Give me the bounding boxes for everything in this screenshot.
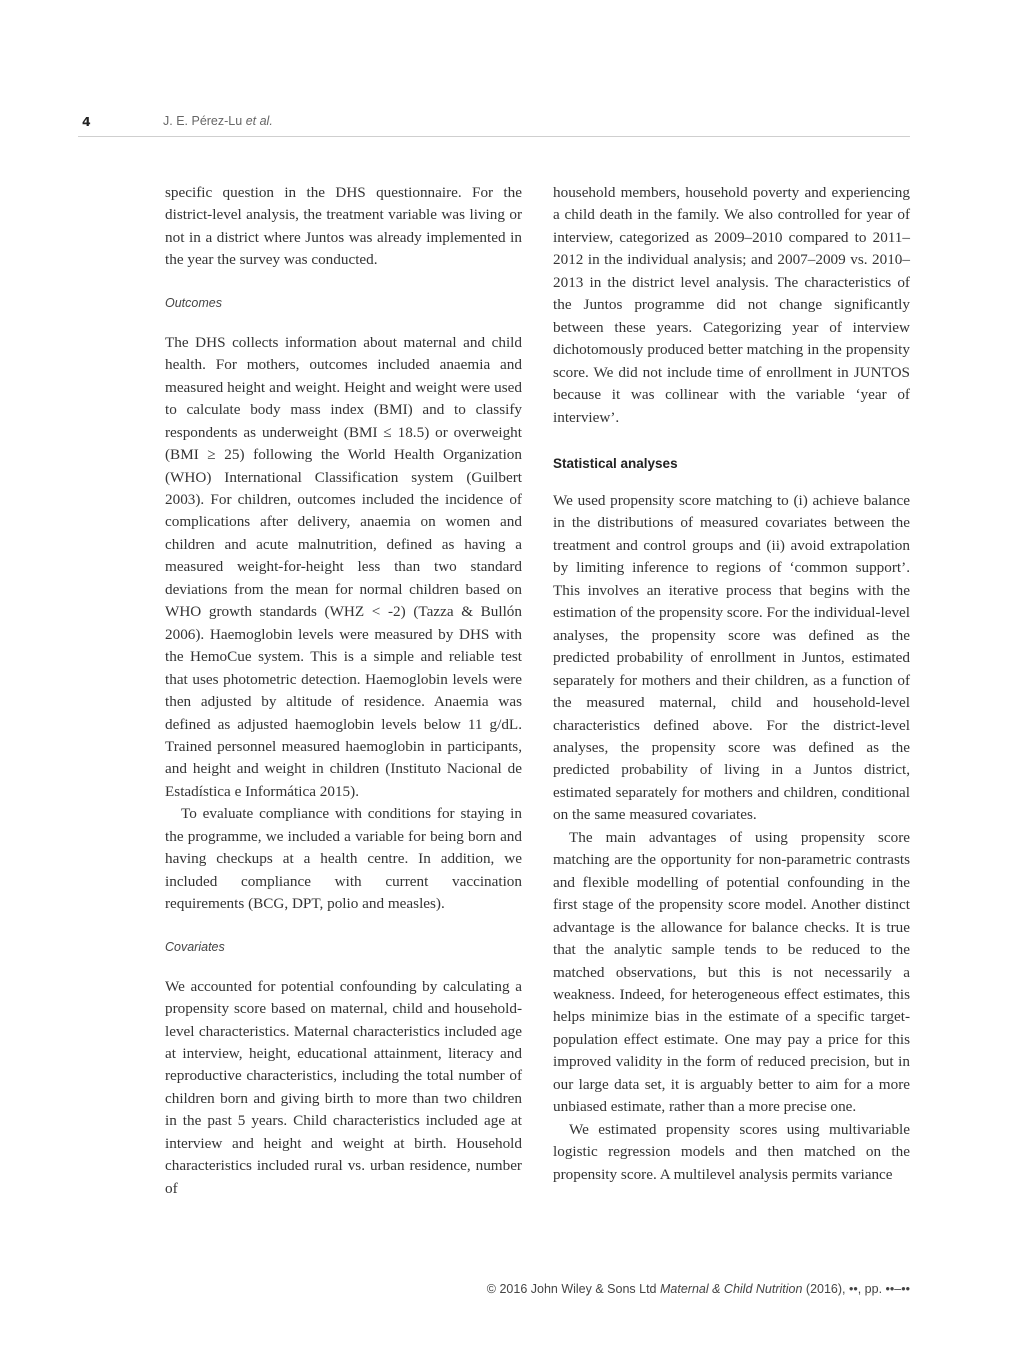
right-column [553,182,910,1186]
running-head [163,114,273,128]
running-head-authors: J. E. Pérez-Lu [163,114,243,128]
paragraph: We used propensity score matching to (i) achieve balance in the distributions of measured covariates between the treatment and control groups and (ii) avoid extrapolation by limiting inference to regions of ‘common support’. This involves an iterative process that begins with the estimation of the propensity score. For the individual-level analyses, the propensity score was defined as the predicted probability of enrollment in Juntos, estimated separately for mothers and their children, as a function of the measured maternal, child and household-level characteristics defined above. For the district-level analyses, the propensity score was defined as the predicted probability of living in a Juntos district, estimated separately for mothers and children, conditional on the same measured covariates. [553,491,910,824]
paragraph: household members, household poverty and experiencing a child death in the family. We also controlled for year of interview, categorized as 2009–2010 compared to 2011–2012 in the individual analysis; and 2007–2009 vs. 2010–2013 in the district level analysis. The characteristics of the Juntos programme did not change significantly between these years. Categorizing year of interview dichotomously produced better matching in the propensity score. We did not include time of enrollment in JUNTOS because it was collinear with the variable ‘year of interview’. [553,184,910,426]
paragraph: To evaluate compliance with conditions for staying in the programme, we included a variable for being born and having checkups at a health centre. In addition, we included compliance with current vaccination requirements (BCG, DPT, polio and measles). [165,805,522,913]
paragraph: We accounted for potential confounding by calculating a propensity score based on maternal, child and household-level characteristics. Maternal characteristics included age at interview, height, educational attainment, literacy and reproductive characteristics, including the total number of children born and giving birth to more than two children in the past 5 years. Child characteristics included age at interview and height and weight at birth. Household characteristics included rural vs. urban residence, number of [165,977,522,1197]
left-column [165,182,522,1200]
page-header [78,112,910,137]
footer-copyright: © 2016 John Wiley & Sons Ltd [486,1282,657,1296]
footer-citation: (2016), ••, pp. ••–•• [805,1282,910,1296]
paragraph: The DHS collects information about maternal and child health. For mothers, outcomes included anaemia and measured height and weight. Height and weight were used to calculate body mass index (BMI) and to classify respondents as underweight (BMI ≤ 18.5) or overweight (BMI ≥ 25) following the World Health Organization (WHO) International Classification system (Guilbert 2003). For children, outcomes included the incidence of complications after delivery, anaemia on women and children and acute malnutrition, defined as having a measured weight-for-height less than two standard deviations from the mean for normal children based on WHO growth standards (WHZ < -2) (Tazza & Bullón 2006). Haemoglobin levels were measured by DHS with the HemoCue system. This is a simple and reliable test that uses photometric detection. Haemoglobin levels were then adjusted by altitude of residence. Anaemia was defined as adjusted haemoglobin levels below 11 g/dL. Trained personnel measured haemoglobin in participants, and height and weight in children (Instituto Nacional de Estadística e Informática 2015). [165,333,522,800]
footer-journal: Maternal & Child Nutrition [660,1282,803,1296]
page-footer [487,1282,910,1296]
running-head-et-al: et al. [245,114,273,128]
paragraph: We estimated propensity scores using multivariable logistic regression models and then matched on the propensity score. A multilevel analysis permits variance [553,1120,910,1183]
paragraph: The main advantages of using propensity score matching are the opportunity for non-parametric contrasts and flexible modelling of potential confounding in the first stage of the propensity score model. Another distinct advantage is the allowance for balance checks. It is true that the analytic sample tends to be reduced to the matched observations, but this is not necessarily a weakness. Indeed, for heterogeneous effect estimates, this helps minimize bias in the estimate of a specific target-population effect estimate. One may pay a price for this improved validity in the form of reduced precision, but in our large data set, it is arguably better to aim for a more unbiased estimate, rather than a more precise one. [553,828,910,1116]
section-heading-statistical-analyses: Statistical analyses [553,455,678,471]
page-number: 4 [82,114,91,129]
subheading-outcomes: Outcomes [165,295,222,310]
paragraph: specific question in the DHS questionnaire. For the district-level analysis, the treatment variable was living or not in a district where Juntos was already implemented in the year the survey was conducted. [165,184,522,269]
subheading-covariates: Covariates [165,939,225,954]
